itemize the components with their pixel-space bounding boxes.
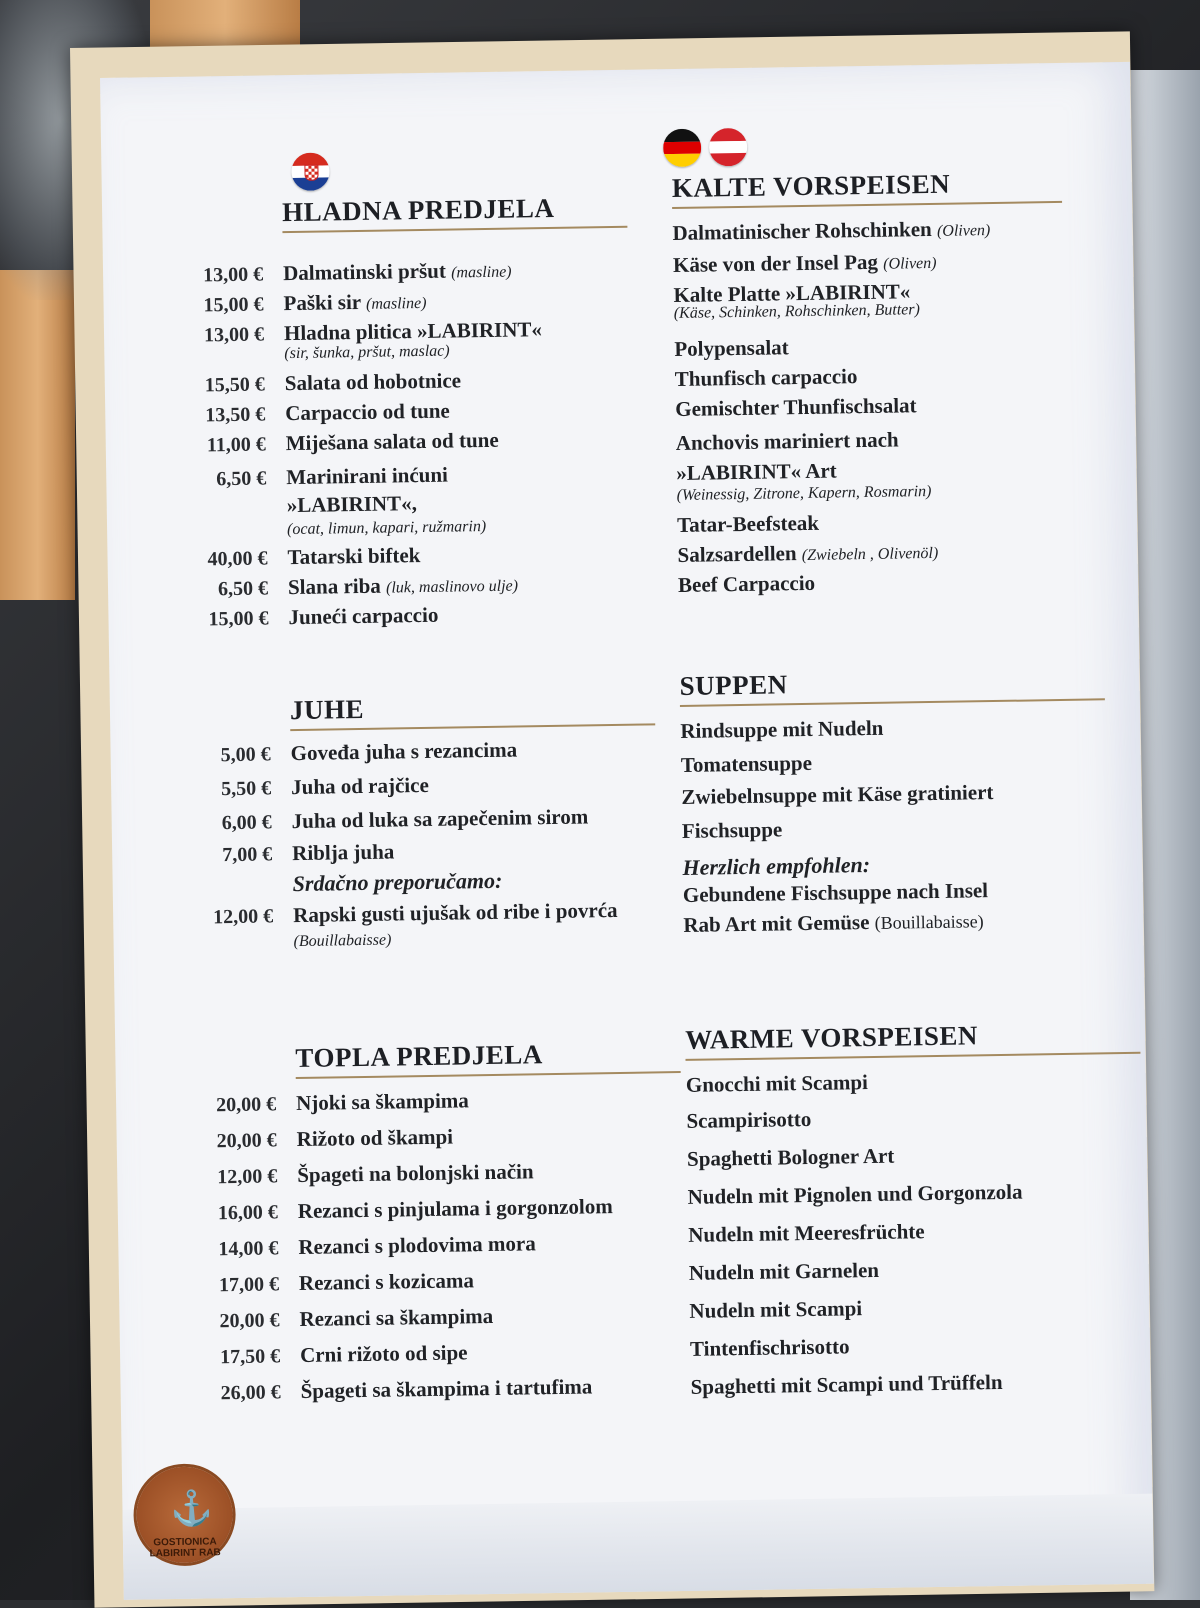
item-note: (Zwiebeln , Olivenöl)	[801, 544, 939, 565]
menu-item-hr	[296, 1088, 469, 1116]
menu-item-hr	[292, 804, 589, 834]
item-name: Nudeln mit Pignolen und Gorgonzola	[687, 1179, 1023, 1209]
item-name: Špageti na bolonjski način	[297, 1159, 534, 1188]
item-price: 13,00 €	[202, 263, 264, 287]
item-name: Juneći carpaccio	[288, 602, 439, 630]
item-price: 26,00 €	[220, 1381, 281, 1405]
menu-item-de	[690, 1370, 1002, 1400]
menu-item-hr	[300, 1374, 592, 1404]
item-name: Rižoto od škampi	[296, 1124, 454, 1152]
menu-item-hr	[297, 1159, 534, 1188]
menu-item-de	[677, 511, 819, 538]
item-ingredients: (Bouillabaisse)	[293, 931, 392, 951]
item-note: (Oliven)	[883, 254, 937, 273]
menu-item-de	[677, 539, 938, 568]
item-price: 20,00 €	[216, 1129, 277, 1153]
item-name: Rezanci sa škampima	[299, 1303, 494, 1332]
item-name: Thunfisch carpaccio	[674, 364, 858, 392]
item-name: Scampirisotto	[686, 1106, 812, 1133]
item-note: (Oliven)	[936, 222, 991, 240]
item-price: 15,00 €	[208, 607, 269, 631]
item-name: Rezanci s kozicama	[298, 1268, 475, 1296]
menu-item-hr	[285, 399, 450, 427]
item-name: Goveđa juha s rezancima	[290, 737, 518, 766]
menu-item-de	[673, 249, 937, 278]
item-ingredients: (Weinessig, Zitrone, Kapern, Rosmarin)	[676, 482, 932, 504]
item-name: Juha od luka sa zapečenim sirom	[291, 804, 589, 834]
section-title-de: WARME VORSPEISEN	[684, 1020, 979, 1055]
menu-item-hr	[286, 463, 448, 491]
item-name: Slana riba	[287, 573, 381, 600]
menu-item-hr	[288, 571, 518, 600]
menu-item-hr	[298, 1194, 613, 1224]
item-name: Paški sir	[283, 289, 361, 316]
item-note: (masline)	[365, 294, 427, 313]
item-name: Salata od hobotnice	[284, 368, 462, 396]
item-price: 17,00 €	[218, 1273, 280, 1297]
item-name: Gemischter Thunfischsalat	[675, 393, 917, 422]
item-name: Nudeln mit Meeresfrüchte	[688, 1219, 925, 1247]
menu-item-hr	[286, 428, 499, 456]
item-note: (Bouillabaisse)	[874, 911, 984, 933]
item-price: 20,00 €	[215, 1093, 277, 1117]
restaurant-logo	[136, 1466, 233, 1563]
item-name: Tatar-Beefsteak	[676, 510, 820, 537]
item-name: Zwiebelnsuppe mit Käse gratiniert	[681, 780, 994, 809]
item-name: Gnocchi mit Scampi	[685, 1070, 869, 1097]
item-price: 12,00 €	[217, 1165, 278, 1189]
item-price: 6,50 €	[217, 577, 269, 601]
menu-item-de	[686, 1107, 811, 1134]
menu-item-de	[674, 335, 789, 362]
menu-item-de	[676, 428, 899, 456]
menu-item-hr	[299, 1304, 493, 1332]
item-ingredients: (Käse, Schinken, Rohschinken, Butter)	[673, 301, 921, 323]
section-title-de: SUPPEN	[679, 669, 788, 701]
item-name: Juha od rajčice	[290, 772, 429, 800]
menu-item-hr	[284, 317, 542, 346]
item-name: Crni rižoto od sipe	[299, 1340, 468, 1368]
menu-item-hr	[283, 258, 512, 287]
section-title-de: KALTE VORSPEISEN	[671, 168, 951, 204]
item-name: Špageti sa škampima i tartufima	[300, 1374, 593, 1404]
menu-item-de	[687, 1144, 895, 1172]
item-price: 13,50 €	[205, 403, 266, 427]
menu-item-de	[689, 1258, 880, 1286]
item-name: Fischsuppe	[681, 817, 783, 843]
item-price: 5,00 €	[220, 743, 271, 767]
item-price: 13,00 €	[203, 323, 265, 347]
special-item-de-line2	[683, 908, 984, 938]
menu-item-de	[681, 751, 812, 778]
item-price: 40,00 €	[207, 547, 268, 571]
item-note: (luk, maslinovo ulje)	[385, 577, 519, 597]
item-price: 7,00 €	[222, 843, 273, 867]
special-item-de: Gebundene Fischsuppe nach Insel	[682, 878, 989, 907]
menu-item-de	[680, 716, 883, 744]
menu-item-de	[681, 780, 993, 810]
item-name: Tatarski biftek	[287, 543, 421, 570]
menu-item-de	[687, 1180, 1022, 1210]
menu-item-de	[675, 364, 858, 392]
item-name: Kalte Platte »LABIRINT«	[673, 279, 911, 308]
menu-item-hr	[297, 1125, 454, 1152]
menu-item-hr	[285, 368, 462, 396]
wooden-board	[0, 270, 75, 600]
menu-page	[100, 62, 1154, 1600]
item-price: 6,00 €	[221, 811, 272, 835]
logo-text: GOSTIONICA LABIRINT RAB	[149, 1536, 221, 1560]
germany-flag-icon	[663, 129, 702, 168]
item-name: Polypensalat	[674, 335, 789, 362]
item-name: Riblja juha	[292, 839, 395, 866]
item-name: Carpaccio od tune	[285, 398, 450, 426]
item-name: Spaghetti mit Scampi und Trüffeln	[690, 1369, 1003, 1399]
item-name: Dalmatinski pršut	[282, 258, 447, 286]
menu-item-hr	[292, 839, 394, 866]
item-name: Salzsardellen	[677, 541, 797, 567]
item-price: 11,00 €	[206, 433, 266, 457]
item-name: Beef Carpaccio	[677, 570, 816, 597]
menu-item-de	[686, 1070, 868, 1098]
section-title-hr: TOPLA PREDJELA	[295, 1039, 543, 1074]
recommend-label-hr: Srdačno preporučamo:	[292, 867, 503, 897]
item-name: Nudeln mit Garnelen	[688, 1257, 880, 1285]
menu-item-de	[690, 1334, 850, 1362]
item-name: Rab Art mit Gemüse	[683, 910, 870, 937]
item-name: Tomatensuppe	[680, 750, 813, 777]
item-price: 15,50 €	[204, 373, 266, 397]
austria-flag-icon	[709, 128, 748, 167]
item-note: (masline)	[451, 263, 512, 282]
item-name: Nudeln mit Scampi	[689, 1296, 863, 1323]
item-price: 6,50 €	[216, 467, 267, 491]
item-price: 12,00 €	[213, 905, 274, 929]
item-name: Rindsuppe mit Nudeln	[680, 715, 884, 743]
item-ingredients: (ocat, limun, kapari, ružmarin)	[286, 517, 487, 539]
menu-item-de	[675, 393, 917, 422]
croatia-flag-icon	[291, 152, 330, 191]
item-ingredients: (sir, šunka, pršut, maslac)	[284, 342, 450, 363]
menu-item-hr	[288, 603, 438, 630]
item-name: Rezanci s plodovima mora	[298, 1231, 536, 1260]
item-name: Anchovis mariniert nach	[675, 427, 899, 455]
menu-item-hr	[291, 773, 429, 800]
recommend-label-de: Herzlich empfohlen:	[682, 852, 871, 880]
item-name: Tintenfischrisotto	[689, 1334, 850, 1361]
menu-item-de-line2: »LABIRINT« Art	[676, 458, 837, 485]
menu-item-hr	[299, 1268, 474, 1296]
menu-item-de	[672, 216, 990, 246]
item-name: Hladna plitica »LABIRINT«	[283, 317, 543, 346]
item-name: Marinirani inćuni	[286, 462, 449, 490]
menu-item-de	[682, 817, 783, 844]
page-bottom-band	[122, 1494, 1153, 1600]
item-price: 5,50 €	[221, 777, 272, 801]
menu-item-hr	[298, 1231, 536, 1260]
item-price: 14,00 €	[218, 1237, 279, 1261]
menu-item-hr	[287, 543, 420, 570]
section-title-hr: JUHE	[289, 693, 365, 726]
menu-item-de	[688, 1219, 925, 1248]
item-price: 17,50 €	[219, 1345, 281, 1369]
menu-item-hr	[300, 1340, 468, 1368]
section-title-hr: HLADNA PREDJELA	[281, 192, 555, 228]
item-name: Käse von der Insel Pag	[672, 249, 879, 278]
menu-item-hr	[283, 289, 426, 316]
item-name: Miješana salata od tune	[285, 427, 499, 456]
menu-item-hr	[290, 738, 517, 767]
item-name: Dalmatinischer Rohschinken	[672, 216, 932, 246]
item-name: Rezanci s pinjulama i gorgonzolom	[297, 1194, 613, 1224]
item-price: 15,00 €	[203, 293, 264, 317]
item-name: Njoki sa škampima	[295, 1088, 469, 1116]
special-item-hr: Rapski gusti ujušak od ribe i povrća	[292, 897, 618, 928]
item-price: 16,00 €	[217, 1201, 279, 1225]
item-name: Spaghetti Bologner Art	[686, 1143, 895, 1171]
item-price: 20,00 €	[219, 1309, 280, 1333]
menu-item-de	[689, 1296, 862, 1324]
menu-item-hr-line2: »LABIRINT«,	[286, 491, 418, 518]
menu-item-de	[678, 571, 815, 598]
anchor-icon: ⚓	[170, 1490, 214, 1529]
